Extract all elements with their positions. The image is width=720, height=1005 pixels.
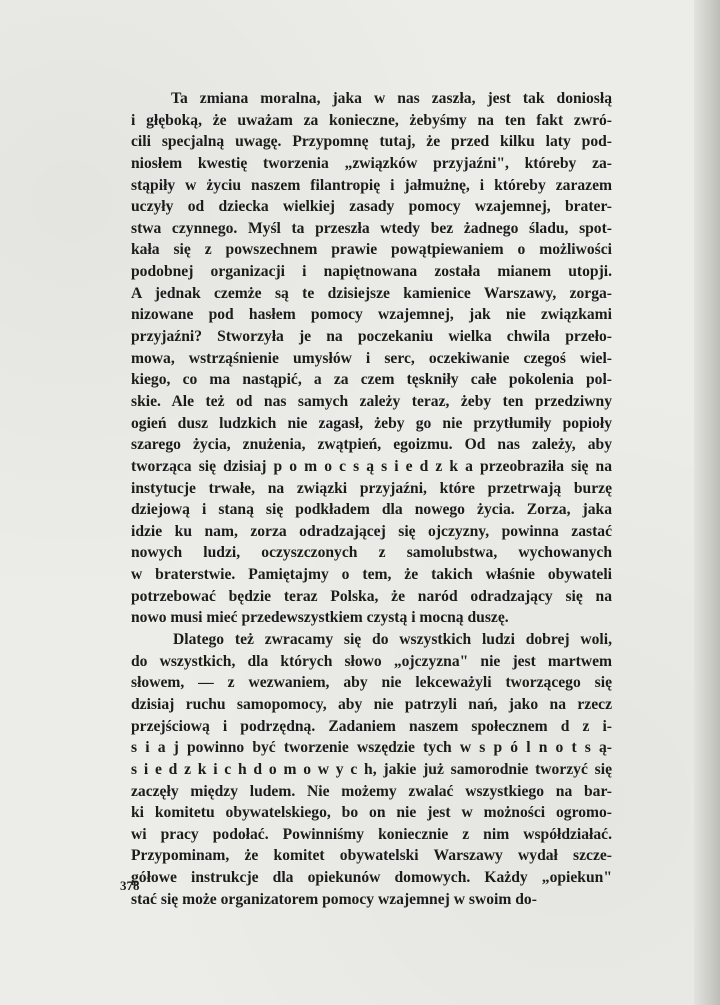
text-line: i głęboką, że uważam za konieczne, żebyśmy na ten fakt zwró- [131,111,612,129]
text-line: nizowane pod hasłem pomocy wzajemnej, jak nie związkami [131,306,612,324]
text-line: kała się z powszechnem prawie powątpiewaniem o możliwości [131,241,612,259]
text-line: słowem, — z wezwaniem, aby nie lekceważyli tworzącego się [131,674,612,692]
text-line: s i e d z k i c h d o m o w y c h, jakie już samorodnie tworzyć się [131,760,612,778]
text-line: podobnej organizacji i napiętnowana została mianem utopji. [131,263,612,281]
text-line: wi pracy podołać. Powinniśmy koniecznie z nim współdziałać. [131,825,612,843]
text-line: stwa czynnego. Myśl ta przeszła wtedy bez żadnego śladu, spot- [131,219,612,237]
text-line: tworząca się dzisiaj p o m o c s ą s i e d z k a przeobraziła się na [131,457,612,475]
text-line: potrzebować będzie teraz Polska, że naród odradzający się na [131,587,612,605]
text-line: Przypominam, że komitet obywatelski Warszawy wydał szcze- [131,847,612,865]
text-line: Ta zmiana moralna, jaka w nas zaszła, jest tak doniosłą [171,90,612,107]
text-line: do wszystkich, dla których słowo „ojczyzna" nie jest martwem [131,652,612,670]
text-line: Dlatego też zwracamy się do wszystkich ludzi dobrej woli, [173,631,612,649]
text-line: przejściową i podrzędną. Zadaniem naszem społecznem d z i- [131,717,612,735]
page-number: 378 [120,878,140,893]
text-line: A jednak czemże są te dzisiejsze kamienice Warszawy, zorga- [131,284,612,302]
page-edge-shadow [694,0,720,1005]
body-text [131,88,612,910]
text-line: szarego życia, znużenia, zwątpień, egoizmu. Od nas zależy, aby [131,436,612,454]
paragraph [131,88,612,629]
text-line: nowych ludzi, oczyszczonych z samolubstwa, wychowanych [131,544,612,562]
text-line: s i a j powinno być tworzenie wszędzie tych w s p ó l n o t s ą- [131,739,612,757]
text-line: nowo musi mieć przedewszystkiem czystą i mocną duszę. [131,609,509,627]
text-line: dziejową i staną się podkładem dla nowego życia. Zorza, jaka [131,501,612,519]
text-line: idzie ku nam, zorza odradzającej się ojczyzny, powinna zastać [131,522,612,540]
text-line: instytucje trwałe, na związki przyjaźni, które przetrwają burzę [131,479,612,497]
text-line: stąpiły w życiu naszem filantropię i jałmużnę, i któreby zarazem [131,176,612,194]
text-line: uczyły od dziecka wielkiej zasady pomocy wzajemnej, brater- [131,198,612,216]
text-line: niosłem kwestię tworzenia „związków przyjaźni", któreby za- [131,154,612,172]
paragraph [131,629,612,910]
text-line: skie. Ale też od nas samych zależy teraz, żeby ten przedziwny [131,392,612,410]
text-line: gółowe instrukcje dla opiekunów domowych. Każdy „opiekun" [131,869,612,887]
text-line: stać się może organizatorem pomocy wzajemnej w swoim do- [131,890,537,908]
text-line: zaczęły między ludem. Nie możemy zwalać wszystkiego na bar- [131,782,612,800]
text-line: dzisiaj ruchu samopomocy, aby nie patrzyli nań, jako na rzecz [131,695,612,713]
text-line: ogień dusz ludzkich nie zagasł, żeby go nie przytłumiły popioły [131,414,612,432]
text-line: w braterstwie. Pamiętajmy o tem, że takich właśnie obywateli [131,566,612,584]
text-line: mowa, wstrząśnienie umysłów i serc, oczekiwanie czegoś wiel- [131,349,612,367]
text-line: przyjaźni? Stworzyła je na poczekaniu wielka chwila przeło- [131,328,612,346]
text-line: kiego, co ma nastąpić, a za czem tęskniły całe pokolenia pol- [131,371,612,389]
text-line: ki komitetu obywatelskiego, bo on nie jest w możności ogromo- [131,804,612,822]
text-line: cili specjalną uwagę. Przypomnę tutaj, że przed kilku laty pod- [131,133,612,151]
